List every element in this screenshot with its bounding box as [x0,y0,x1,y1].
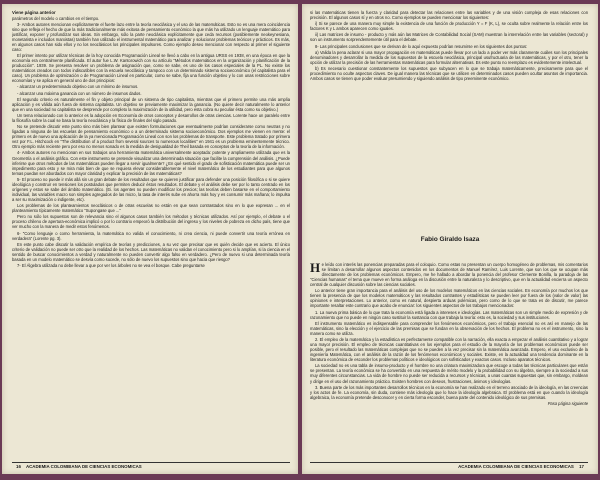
paragraph: El segundo criterio es naturalmente el fin y objeto principal de un sistema de tipo capitalista, mientras que el primero permite una más amplia aplicación y es válida aún fuera de sistema capitalista. Un objetivo se previamente maximizar la ganancia. (No quiere decir naturalmente lo anterior que en una sociedad no capitalista se desprende por completo la maximización de la utilidad, pero ésta cobra su peculiar ésta como su objetivo.) [12,96,290,112]
left-page [2,4,298,474]
paragraph: Lo anterior tiene gran importancia para el análisis del uso de los modelos matemáticos en las ciencias sociales. En economía por muchos los que tienen la presencia de que los modelos matemáticos y las resultados contrastes y estadísticas se pueden leer por fuera de los (valor de valor) las opiniones e interpretaciones. Lo anterior, como es natural, despierta arduas polémicas, pero como de lo que se trata es de discutir, me parece importante resaltar este contrario que acabo de enunciar: los siguientes aspectos de los trabajos mencionados: [310,288,588,309]
paragraph: Un tema relacionado con lo anterior es la adopción en Economía de otros conceptos y desarrollos de otras ciencias. Lorente hace un paralelo entre la filosofía sobre la cual se basa la teoría neoclásica y la física de finales del siglo pasado. [12,112,290,123]
paragraph: 4- Ambos autores no mencionan en sus trabajos una herramienta matemática universalmente aceptada: potente y ampliamente utilizada que es la Geometría o el análisis gráfico. Con este instrumento se pretende visualizar una determinada situación que facilite la comprensión del análisis. ¿Puede inferirse que otros métodos de las matemáticas pueden llegar a servir igualmente? ¿En qué sentido el grado de sofisticación matemática puede ser un impedimento para esto y se mira más bien de que se requiera elevar considerablemente el nivel matemático de los estudiantes para que algunos temas puedan ser abordados con mayor claridad y explicar la precisión de las matemáticas? [12,150,290,176]
paragraph: 3. Buena parte de los más importantes desarrollos técnicos en la economía se han realizado en el terreno asociado de la ideología, en las creencias y los actos de fe. La economía, sin duda, contiene más ideología que lo hace la ideología algebraica. El problema está en que cuando la ideología algebraica, la economía pretende desconocer y en cierta forma esconder, buena parte del contenido ideológico de sus premisas. [310,384,588,400]
paragraph: En este punto cabe discutir la validación empírica de teorías y predicciones, a su vez que precisar que es quién decide que es acierto. El único criterio de validación no puede ser otro que la realidad de los hechos. Las matemáticas no validan el conocimiento pero si lo amplían, si la ciencia en el sentido de buscar conocimientos a verdad y naturalmente no pueden convertir algo falso en verdadero. ¿Pero de nuevo si una determinada teoría basada en un modelo matemático se desvía como sucede, no sólo de nuevo los supuestos sino que hacia que riesgo? [12,241,290,262]
left-page-body [12,10,290,458]
left-page-footer [12,462,290,470]
paragraph: 6- "Como lenguaje o como herramienta, la matemática no valida el conocimiento, ni crea ciencia, ni puede convertir una teoría errónea en verdadera" (Lorente pg. 3). [12,230,290,241]
paragraph: 5- El proceso no puede ir más allá sin un gran debate de los resultados que se quieren justificar para defender una posición filosófica o si se quiere ideológica y construir en tensiones los postulados que permiten deducir éstos resultados. El debate y el análisis debe ser por lo tanto centrado en los orígenes y estos se sabe del ámbito matemático. (Ei. los agentes no pueden modificar los precios; las teorías deben basarse en el comportamiento individual, las variables macro son simples agregados de las micro, la tasa de interés sube en ahorra más hoy y es consumir más mañana; lo impulsa a ser su maximización o indigente, etc). [12,176,290,202]
paragraph: 3- Ambos autores mencionan explícitamente el fuerte lazo entre la teoría neoclásica y el uso de las matemáticas. Esto no es una mera coincidencia sino que refleja el hecho de que la más tradicionalmente más exitosa de pensamiento económico la que más ha utilizado un lenguaje matemático para justificar, exponer y profundizar sus ideas. Sin embargo, sólo la parte neoclásica explícitamente que ceda recursos (posiblemente neokeynesiana, monetarista e incluidos marxistas) también han utilizado el instrumental matemático para analizar y solucionar problemas teóricos y prácticos. Es más, en algunos casos han sido ellos y no los neoclásicos los principales impulsores. Como ejemplo deseo mencionar con respecto al primer el siguiente caso: [12,21,290,52]
publication-title: ACADEMIA COLOMBIANA DE CIENCIAS ECONOMICAS [458,464,574,469]
paragraph: i) Si se parece de una manera muy simple la existencia de una función de producción Y = F (K, L), se oculta sobre realmente la relación entre los factores K y L ambos aparecen como iguales. [310,21,588,32]
article-body [310,262,588,458]
paragraph: - alcanzar una máxima ganancia con un número de insumos dados. [17,90,142,96]
paragraph: ii) Las matrices de insumo - producto y más aún las Matrices de Contabilidad Social (SAM) muestran la interrelación entre las variables (sectoral) y son un instrumento sorprendentemente útil para el debate. [310,32,588,43]
paragraph: 1. La nueva prima básica de lo que trata la economía está ligada a intereses e ideologías. Las matemáticas son un simple medio de expresión y de razonamiento que no puede en ningún caso sustituir la sustancia con que trabaja la teoría: esto es, la sociedad y sus instituciones. [310,309,588,320]
right-page [302,4,598,474]
paragraph: El instrumento matemático es indispensable para comprender los fenómenos económicos, pero el trabajo esencial no es así en manejo de las matemáticas, sino la elección y el ejercicio de las premisas que se fundan en la observación de los hechos. El problema no es el instrumento, sino la manera como se utiliza. [310,320,588,336]
paragraph: La sociedad no es una tabla de insumo-producto y el hombre no una criatura maximizadora que escoge a todas las técnicas particulares que están se presentan. La teoría económica se ha convertido en una respuesta de mérito modelo y la probabilidad con su álgebra, siempre a la sociedad a sus muy diferentes circunstancias. La vida de hombre no puede ser reducida a recursos y técnicas, a unas cuantas supuestas que, sin embargo, moldean y dirige en el uso del razonamiento práctico. Existen hombres con deseos, frustraciones, ánimos y ideologías. [310,363,588,384]
continue-note: Pasa página siguiente [547,400,588,406]
paragraph: b) Es necesario cuestionar constantemente los supuestos que subyacen en lo que se trabaja matemáticamente, precisamente para que el procedimiento no oculte aspectos claves. De igual manera las técnicas que se utilicen en determinados casos pueden ocultar asuntos de importancia. Ambos casos se tienen que poder evaluar presumiendo y siguiendo análisis de tipo preeminente económico. [310,65,588,82]
drop-cap: H [310,262,321,275]
paragraph: Pero no sólo los supuestos son de relevancia sino el algunos casos también los métodos y técnicas utilizados. Así por ejemplo, el debate o el proceso chileno de apertura-económica implicó o por lo contrario empeoró la distribución del ingreso y los niveles de pobreza en dicho país, tiene que ver mucho con la manera de medir estos fenómenos. [12,214,290,230]
right-page-body [310,10,588,242]
paragraph: parámetros del modelo o cambios en el tiempo. [12,15,100,21]
publication-title: ACADEMIA COLOMBIANA DE CIENCIAS ECONOMICAS [25,464,142,469]
paragraph: 8- Las principales conclusiones que se derivan de lo aquí expuesto podrían resumirse en los siguientes dos puntos: [315,43,528,49]
paragraph: 7- El Álgebra utilizada no debe llevar a que por ver los árboles no se vea el bosque. Cabe preguntarse [17,263,205,269]
paragraph: e leído con interés las ponencias preparadas para el coloquio. Como estas no presentan un cuerpo homogéneo de problemas, mis comentarios se limitan a desarrollar algunos aspectos contenidos en los documentos de Manuel Ramírez, Luis Lorente, que son los que se ocupan más directamente de los problemas económicos. Empero, me he hallado a abordar la ponencia del profesor Clemente Bonilla, la paradoja de las "Ciencias humanas" el tema que mueve en forma análoga en la discusión entre la naturaleza y lo descriptivo, que en la actualidad encierra un aspecto central de cualquier discusión sobre las ciencias sociales. [310,262,588,288]
article-author: Fabio Giraldo Isaza [420,236,480,243]
paragraph: a) Valida la pena aclarar si una mayor propagación en matemáticas puede llevar por un lado a poder ver más claramente cuáles son los principales denominadores y desarrollar la medida de los supuestos de la escuela neoclásica, principal usufructuaria de las matemáticas, y por el otro, tener la opción de utilizar la precisión de las herramientas matemáticas para formular alternativas. Es este punto no reemplazo es evidentemente intelectual. [310,49,588,65]
paragraph: No se pretende discutir este punto sino más bien plantear que existen formulaciones que eventualmente podrían considerarse como neutras y no ligadas a ninguna de las escuelas de pensamiento económico o a un determinado sistema socioeconómico. Dos ejemplos me vienen en mente: el primero es de nuevo una aplicación de la ya mencionada Programación Lineal con son los problemas de transporte. Este problema tratado por primera vez por F.L. Hitchcock en "The distribution of a product from several sources to numerous localities" en 1941 es un problema eminentemente técnico. Otro ejemplo más reciente pero por eso no menos sonado es la medida de desigualdad de Theil basada en conceptos de la teoría de la información. [12,124,290,150]
page-number: 17 [579,464,584,469]
paragraph: El primer intento por utilizar técnicas de la hoy conocida Programación Lineal se llevó a cabo en la antigua URSS en 1938, en una época en que la economía era centralmente planificada. El autor fue L.W. Kantorowich con su artículo "Métodos matemáticos en la organización y planificación de la producción". 1939. Se presenta resolver un problema de asignación que, como se sabe, es uno de los casos especiales de la PL. No existe los matemáticos creados con todos indiscutibles con la escuela neoclásica y tampoco con un determinado sistema socioeconómico (el capitalista para el caso). Un problema de optimización o de Programación Lineal en particular, como se sabe, fija una función objetivo y lo con unas restricciones sobre economías y se aplica en general uno de dos principios: [12,53,290,84]
paragraph: Los problemas de los planteamientos neoclásicos o de otras escuelas no están en que sean contrastados sino en lo que expresan ... en el planteamiento típicamente matemático "Supongase que ..." [12,203,290,214]
right-page-footer [310,462,588,470]
paragraph: si las matemáticas tienen la fuerza y claridad para detectar las relaciones entre las variables y de una visión compleja de esas relaciones con precisión. El algunos casos sí y en otros no. Como ejemplos se pueden mencionar los siguientes: [310,10,588,21]
paragraph: - alcanzar un predeterminado objetivo con un mínimo de insumos. [17,84,139,90]
paragraph: 2. El empleo de la matemática y la estadística es perfectamente compatible con la narración, ella exacta a empezar el análisis cuantitativo y a lograr una mayor precisión. El empleo de técnicas cuantitativas en los ejemplos para el estudio de la mayoría de los problemas económicos puede ser posible, pero el resultado las matemáticas complejas que no se pueden a la vez precisar sin la matemática avanzada. Empero, el uso exclusivo de la ingeniería Matemática, con el análisis de la razón de los fenómenos económicos y sociales. Existe, en la actualidad una tendencia dominante en la literatura económica de esconder los problemas políticos e ideológicos con sofisticados y exactos casos. Incluso aparatos técnicos. [310,337,588,363]
page-number: 16 [16,464,21,469]
running-head: Viene página anterior [12,10,56,15]
